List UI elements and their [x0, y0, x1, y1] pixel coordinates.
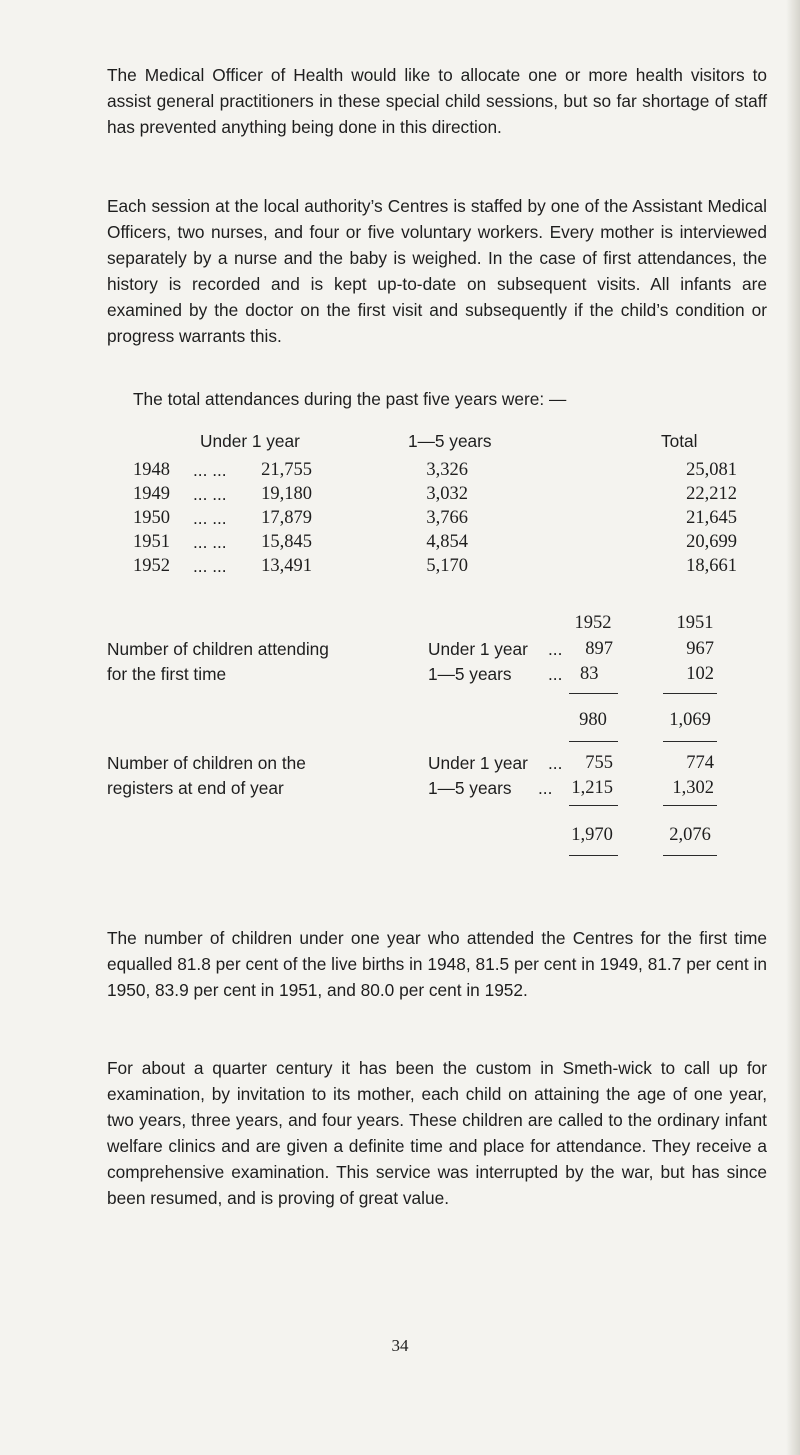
1-5-value: 3,766: [426, 508, 468, 528]
section-label-line1: Number of children attending: [107, 639, 329, 659]
row-year: 1949: [133, 484, 170, 504]
total-1951: 2,076: [669, 825, 711, 845]
under-1-value: 13,491: [261, 556, 312, 576]
row-year: 1948: [133, 460, 170, 480]
header-year-1952: 1952: [574, 613, 612, 633]
paragraph-session-staffing: Each session at the local authority’s Centres is staffed by one of the Assistant Medical Officers, two nurses, and four or five voluntary workers. Every mother is interviewed separately by a nurse and the baby is weighed. In the case of first attendances, the history is recorded and is kept up-to-date on subsequent visits. All infants are examined by the doctor on the first visit and subsequently if the child’s condition or progress warrants this.: [107, 196, 767, 347]
value-1951: 774: [686, 753, 714, 773]
total-value: 21,645: [686, 508, 737, 528]
subtotal-rule: [663, 693, 717, 694]
1-5-value: 3,032: [426, 484, 468, 504]
header-year-1951: 1951: [676, 613, 714, 633]
section-label-line2: for the first time: [107, 664, 227, 684]
dot-leader: ... ...: [193, 484, 227, 504]
value-1951: 102: [686, 664, 714, 684]
total-1951: 1,069: [669, 710, 711, 730]
paragraph-health-visitors: The Medical Officer of Health would like to allocate one or more health visitors to assist general practitioners in these special child sessions, but so far shortage of staff has prevented anything being done in this direction.: [107, 65, 767, 138]
under-1-value: 21,755: [261, 460, 312, 480]
value-1951: 1,302: [672, 778, 714, 798]
subtotal-rule: [663, 805, 717, 806]
dot-leader: ...: [548, 664, 563, 684]
total-1952: 980: [579, 710, 607, 730]
row-year: 1950: [133, 508, 170, 528]
1-5-value: 3,326: [426, 460, 468, 480]
value-1951: 967: [686, 639, 714, 659]
value-1952: 755: [585, 753, 613, 773]
total-1952: 1,970: [571, 825, 613, 845]
1-5-value: 5,170: [426, 556, 468, 576]
total-value: 22,212: [686, 484, 737, 504]
dot-leader: ...: [538, 778, 553, 798]
value-1952: 83: [580, 664, 599, 684]
dot-leader: ...: [548, 639, 563, 659]
row-year: 1951: [133, 532, 170, 552]
dot-leader: ... ...: [193, 556, 227, 576]
section-label-line2: registers at end of year: [107, 778, 284, 798]
paragraph-examination-custom: For about a quarter century it has been the custom in Smeth-wick to call up for examination, by invitation to its mother, each child on attaining the age of one year, two years, three years, and four years. These children are called to the ordinary infant welfare clinics and are given a definite time and place for attendance. They receive a comprehensive examination. This service was interrupted by the war, but has since been resumed, and is proving of great value.: [107, 1058, 767, 1209]
page-number: 34: [391, 1336, 409, 1355]
page-edge-shadow: [786, 0, 800, 1455]
total-value: 18,661: [686, 556, 737, 576]
1-5-value: 4,854: [426, 532, 468, 552]
paragraph-attendances-intro: The total attendances during the past five years were: —: [133, 389, 567, 409]
total-rule: [663, 741, 717, 742]
header-total: Total: [661, 431, 698, 451]
under-1-value: 19,180: [261, 484, 312, 504]
subtotal-rule: [569, 805, 618, 806]
dot-leader: ...: [548, 753, 563, 773]
total-rule: [569, 855, 618, 856]
total-value: 25,081: [686, 460, 737, 480]
value-1952: 1,215: [571, 778, 613, 798]
under-1-value: 17,879: [261, 508, 312, 528]
category-label: 1—5 years: [428, 778, 512, 798]
row-year: 1952: [133, 556, 170, 576]
paragraph-live-births-percentages: The number of children under one year who attended the Centres for the first time equalled 81.8 per cent of the live births in 1948, 81.5 per cent in 1949, 81.7 per cent in 1950, 83.9 per cent in 1951, and 80.0 per cent in 1952.: [107, 928, 767, 1001]
total-rule: [663, 855, 717, 856]
dot-leader: ... ...: [193, 460, 227, 480]
subtotal-rule: [569, 693, 618, 694]
category-label: Under 1 year: [428, 753, 528, 773]
under-1-value: 15,845: [261, 532, 312, 552]
total-rule: [569, 741, 618, 742]
total-value: 20,699: [686, 532, 737, 552]
section-label-line1: Number of children on the: [107, 753, 306, 773]
dot-leader: ... ...: [193, 508, 227, 528]
header-under-1-year: Under 1 year: [200, 431, 300, 451]
value-1952: 897: [585, 639, 613, 659]
dot-leader: ... ...: [193, 532, 227, 552]
header-1-5-years: 1—5 years: [408, 431, 492, 451]
category-label: Under 1 year: [428, 639, 528, 659]
category-label: 1—5 years: [428, 664, 512, 684]
